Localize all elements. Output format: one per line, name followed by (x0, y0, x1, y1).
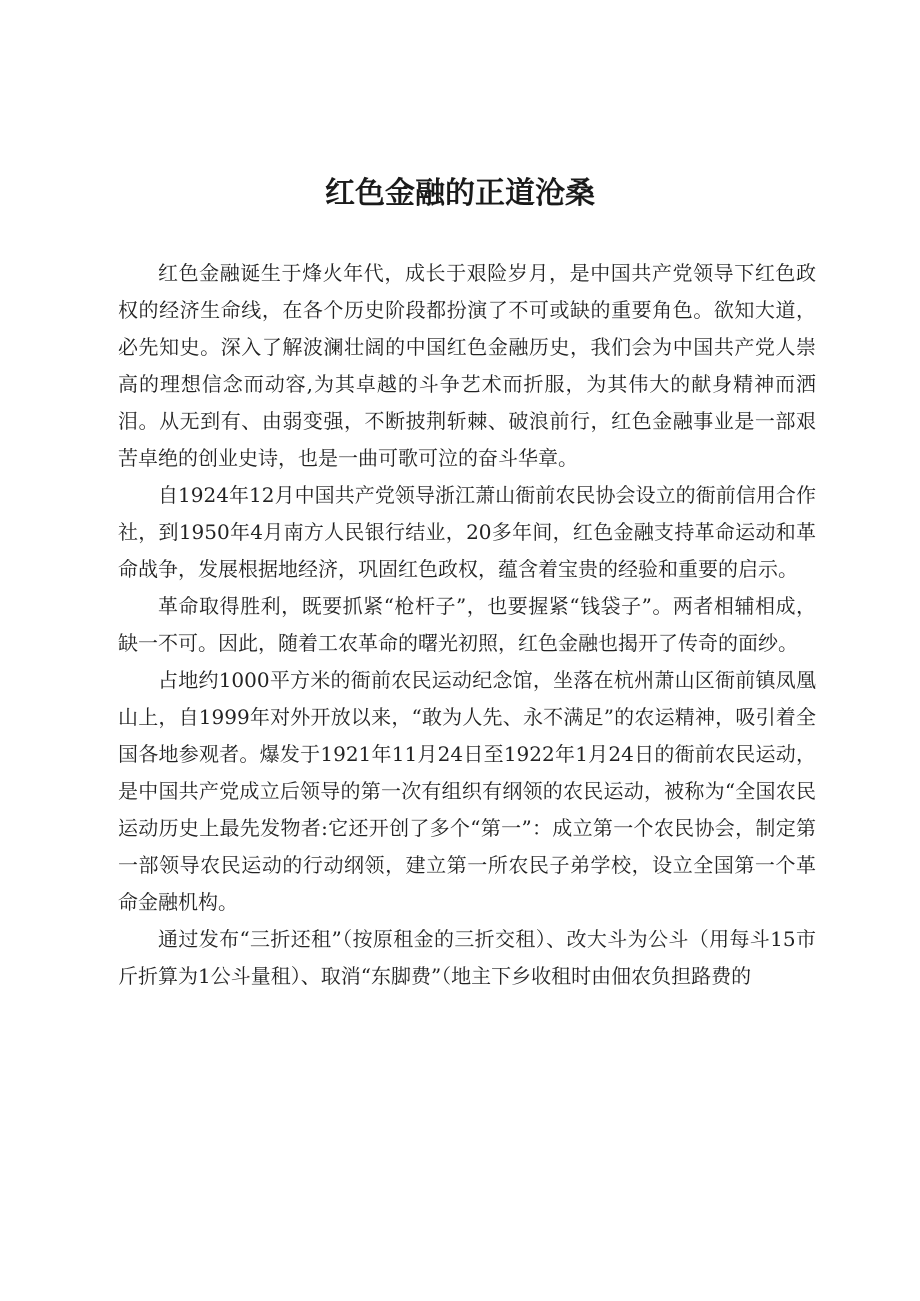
paragraph: 自1924年12月中国共产党领导浙江萧山衙前农民协会设立的衙前信用合作社，到1950年4月南方人民银行结业，20多年间，红色金融支持革命运动和革命战争，发展根据地经济，巩固红色政权，蕴含着宝贵的经验和重要的启示。 (118, 483, 816, 581)
paragraph: 革命取得胜利，既要抓紧“枪杆子”，也要握紧“钱袋子”。两者相辅相成，缺一不可。因此，随着工农革命的曙光初照，红色金融也揭开了传奇的面纱。 (118, 594, 816, 655)
paragraph: 红色金融诞生于烽火年代，成长于艰险岁月，是中国共产党领导下红色政权的经济生命线，在各个历史阶段都扮演了不可或缺的重要角色。欲知大道，必先知史。深入了解波澜壮阔的中国红色金融历史，我们会为中国共产党人崇高的理想信念而动容,为其卓越的斗争艺术而折服，为其伟大的献身精神而洒泪。从无到有、由弱变强，不断披荆斩棘、破浪前行，红色金融事业是一部艰苦卓绝的创业史诗，也是一曲可歌可泣的奋斗华章。 (118, 261, 816, 470)
paragraph: 通过发布“三折还租”（按原租金的三折交租）、改大斗为公斗（用每斗15市斤折算为1公斗量租）、取消“东脚费”（地主下乡收租时由佃农负担路费的 (118, 927, 816, 988)
document-title: 红色金融的正道沧桑 (325, 176, 595, 211)
document-body (118, 255, 816, 995)
paragraph: 占地约1000平方米的衙前农民运动纪念馆，坐落在杭州萧山区衙前镇凤凰山上，自1999年对外开放以来，“敢为人先、永不满足”的农运精神，吸引着全国各地参观者。爆发于1921年11月24日至1922年1月24日的衙前农民运动，是中国共产党成立后领导的第一次有组织有纲领的农民运动，被称为“全国农民运动历史上最先发物者:它还开创了多个“第一”：成立第一个农民协会，制定第一部领导农民运动的行动纲领，建立第一所农民子弟学校，设立全国第一个革命金融机构。 (118, 668, 816, 914)
